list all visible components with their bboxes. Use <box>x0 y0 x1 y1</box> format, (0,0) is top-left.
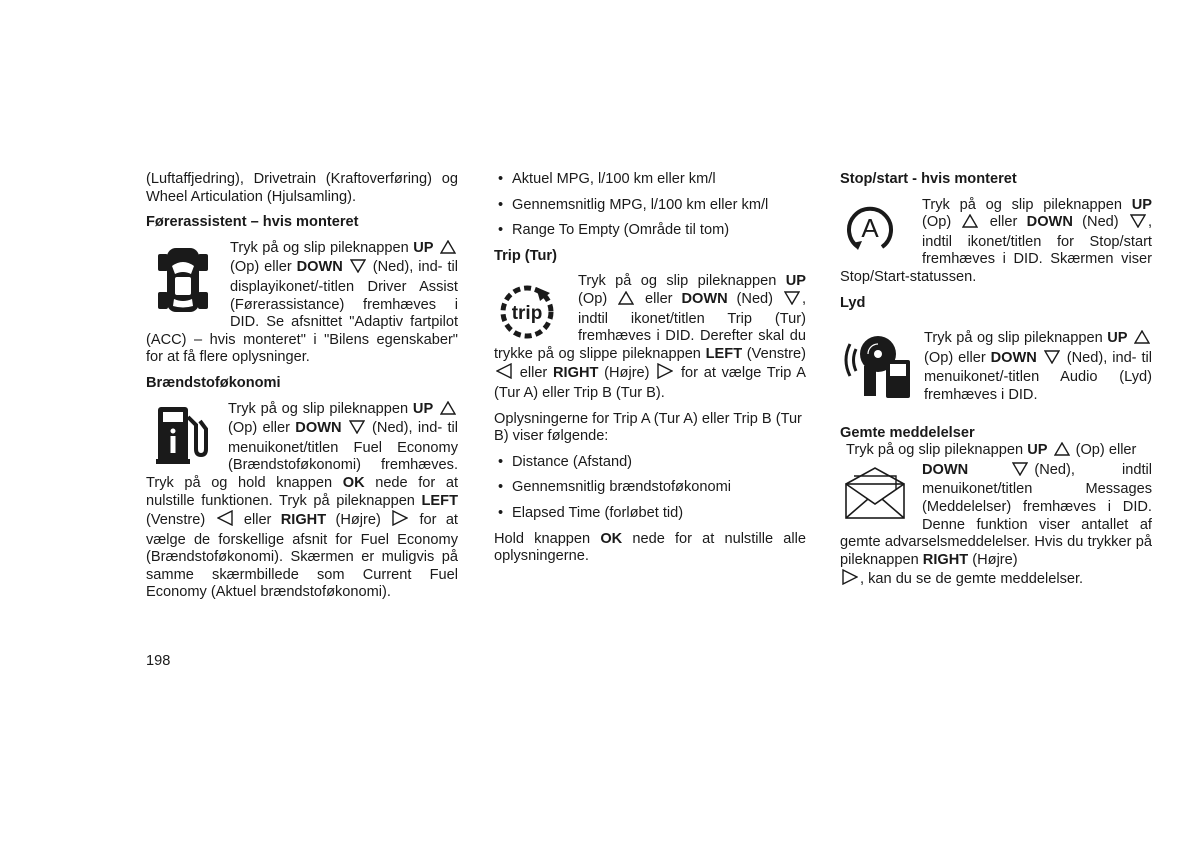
column-middle <box>494 171 806 566</box>
driver-assist-section <box>146 240 458 367</box>
fuel-bullet-list <box>494 171 806 240</box>
text: eller <box>989 214 1018 231</box>
column-right <box>840 171 1152 591</box>
down-key-label: DOWN <box>681 290 728 307</box>
driver-assist-car-icon <box>158 246 208 316</box>
text: (Ned) <box>1082 214 1119 231</box>
trip-icon <box>498 283 556 341</box>
up-key-label: UP <box>1107 330 1128 347</box>
text: nede for at nulstille funktionen. Tryk på pileknappen <box>146 474 458 509</box>
right-key-label: RIGHT <box>922 551 969 568</box>
up-key-label: UP <box>413 239 434 256</box>
down-key-label: DOWN <box>1026 214 1073 231</box>
text: (Venstre) <box>746 345 806 362</box>
text: (Op) eller <box>1075 442 1137 459</box>
triangle-down-icon <box>1012 462 1028 482</box>
text: nede for at nulstille alle oplysningerne. <box>494 530 806 565</box>
text: (Ned), <box>1034 461 1075 478</box>
triangle-right-icon <box>657 363 673 385</box>
triangle-up-icon <box>440 401 456 421</box>
right-key-label: RIGHT <box>553 365 599 382</box>
triangle-right-icon <box>392 510 408 532</box>
auto-stop-start-icon <box>844 203 896 255</box>
text: (Højre) <box>972 551 1018 568</box>
text: (Højre) <box>604 365 650 382</box>
triangle-up-icon <box>440 240 456 260</box>
text: (Ned) <box>736 290 774 307</box>
text: (Op) <box>922 214 952 231</box>
text: Tryk på og slip pileknappen <box>230 239 409 256</box>
text: (Ned), ind- <box>1066 349 1137 366</box>
stop-start-section: A Tryk på og slip pileknappen UP (Op) eller DOWN (Ned) , indtil ikonet/titlen for Stop/start fremhæves i DID. Skærmen viser Stop/Start-statussen. <box>840 196 1152 285</box>
text: Tryk på og slip pileknappen <box>924 330 1103 347</box>
list-item: • Gennemsnitlig MPG, l/100 km eller km/l <box>494 197 806 215</box>
up-key-label: UP <box>1131 196 1152 213</box>
audio-heading: Lyd <box>840 294 866 311</box>
messages-envelope-icon <box>844 466 906 520</box>
text: (Venstre) <box>146 512 206 529</box>
saved-messages-heading: Gemte meddelelser <box>840 424 975 441</box>
triangle-left-icon <box>496 363 512 385</box>
stop-start-heading: Stop/start - hvis monteret <box>840 171 1017 187</box>
text: Tryk på og slip pileknappen <box>578 273 777 290</box>
triangle-down-icon <box>784 291 800 311</box>
text: for at vælge Trip A (Tur A) eller Trip B (Tur B). <box>494 365 806 401</box>
triangle-down-icon <box>1130 214 1146 234</box>
left-key-label: LEFT <box>705 345 743 362</box>
list-item: • Gennemsnitlig brændstoføkonomi <box>494 479 806 497</box>
triangle-down-icon <box>349 420 365 440</box>
text: for at vælge de forskellige afsnit for Fuel Economy (Brændstoføkonomi). Skærmen er muligvis på samme skærmbillede som Current Fuel Economy (Aktuel brændstoføkonomi). <box>146 512 458 601</box>
svg-text:trip: trip <box>511 303 543 325</box>
text: menuikonet/titlen Messages (Meddelelser) fremhæves i DID. Denne funktion viser antallet af gemte advarselsmeddelelser. Hvis du trykker på pileknappen <box>840 481 1152 568</box>
text: Tryk på og slip pileknappen <box>922 196 1122 213</box>
up-key-label: UP <box>1027 442 1048 459</box>
reset-paragraph <box>494 531 806 566</box>
text: (Ned), ind- <box>372 420 443 437</box>
triangle-down-icon <box>350 259 366 279</box>
text: , kan du se de gemte meddelelser. <box>860 571 1084 588</box>
text: indtil ikonet/titlen Trip (Tur) fremhæves i DID. Derefter skal du trykke på og slippe pileknappen <box>494 310 806 362</box>
text: eller <box>644 290 673 307</box>
list-item: • Distance (Afstand) <box>494 454 806 472</box>
text: Tryk på og slip pileknappen <box>228 400 409 417</box>
text: Hold knappen <box>494 530 591 547</box>
fuel-economy-heading: Brændstoføkonomi <box>146 374 281 391</box>
text: indtil ikonet/titlen for Stop/start fremhæves i DID. Skærmen viser Stop/Start-statussen. <box>840 233 1152 285</box>
svg-text:A: A <box>861 212 879 243</box>
triangle-up-icon <box>618 291 634 311</box>
audio-section <box>840 330 1152 404</box>
triangle-right-icon <box>842 569 858 591</box>
triangle-left-icon <box>217 510 233 532</box>
up-key-label: UP <box>412 400 434 417</box>
down-key-label: DOWN <box>922 461 969 478</box>
page-number: 198 <box>146 653 171 669</box>
triangle-down-icon <box>1044 350 1060 370</box>
right-key-label: RIGHT <box>280 512 327 529</box>
audio-icon <box>842 330 912 400</box>
text: indtil <box>1121 461 1152 478</box>
trip-section: trip Tryk på og slip pileknappen UP (Op) eller DOWN (Ned) , indtil ikonet/titlen Trip (Tur) fremhæves i DID. Derefter skal du trykke på og slippe pileknappen LEFT (Venstre) eller RIGHT (Højre) for at vælge Trip A (Tur A) eller Trip B (Tur B). <box>494 273 806 401</box>
triangle-up-icon <box>1054 442 1070 462</box>
down-key-label: DOWN <box>990 349 1037 366</box>
driver-assist-heading: Førerassistent – hvis monteret <box>146 214 359 231</box>
left-key-label: LEFT <box>421 492 458 509</box>
intro-paragraph: (Luftaffjedring), Drivetrain (Kraftoverføring) og Wheel Articulation (Hjulsamling). <box>146 171 458 205</box>
text: eller <box>519 365 548 382</box>
text: (Op) eller <box>924 349 986 366</box>
up-key-label: UP <box>785 273 806 290</box>
fuel-pump-icon <box>156 405 208 465</box>
text: (Op) eller <box>230 259 292 276</box>
column-left <box>146 171 458 602</box>
ok-key-label: OK <box>600 530 623 547</box>
saved-messages-section <box>840 442 1152 591</box>
text: (Højre) <box>335 512 381 529</box>
trip-info-paragraph: Oplysningerne for Trip A (Tur A) eller Trip B (Tur B) viser følgende: <box>494 410 802 445</box>
text: til menuikonet/titlen Fuel Economy (Brændstoføkonomi) fremhæves. Tryk på og hold knappen <box>146 420 458 491</box>
text: Tryk på og slip pileknappen <box>846 442 1024 459</box>
text: (Ned), ind- <box>372 259 443 276</box>
list-item: • Elapsed Time (forløbet tid) <box>494 505 806 523</box>
text: (Op) eller <box>228 420 291 437</box>
text: (Op) <box>578 290 608 307</box>
trip-bullet-list <box>494 454 806 523</box>
triangle-up-icon <box>962 214 978 234</box>
list-item: • Aktuel MPG, l/100 km eller km/l <box>494 171 806 189</box>
fuel-economy-section <box>146 401 458 603</box>
down-key-label: DOWN <box>296 259 343 276</box>
ok-key-label: OK <box>342 474 365 491</box>
list-item: • Range To Empty (Område til tom) <box>494 222 806 240</box>
text: til displayikonet/-titlen Driver Assist (Førerassistance) fremhæves i DID. Se afsnittet "Adaptiv fartpilot (ACC) – hvis monteret" i "Bilens egenskaber" for at få flere oplysninger. <box>146 259 458 366</box>
text: til menuikonet/-titlen Audio (Lyd) fremhæves i DID. <box>924 349 1152 403</box>
trip-heading: Trip (Tur) <box>494 247 557 264</box>
down-key-label: DOWN <box>295 420 342 437</box>
text: eller <box>243 512 272 529</box>
triangle-up-icon <box>1134 330 1150 350</box>
